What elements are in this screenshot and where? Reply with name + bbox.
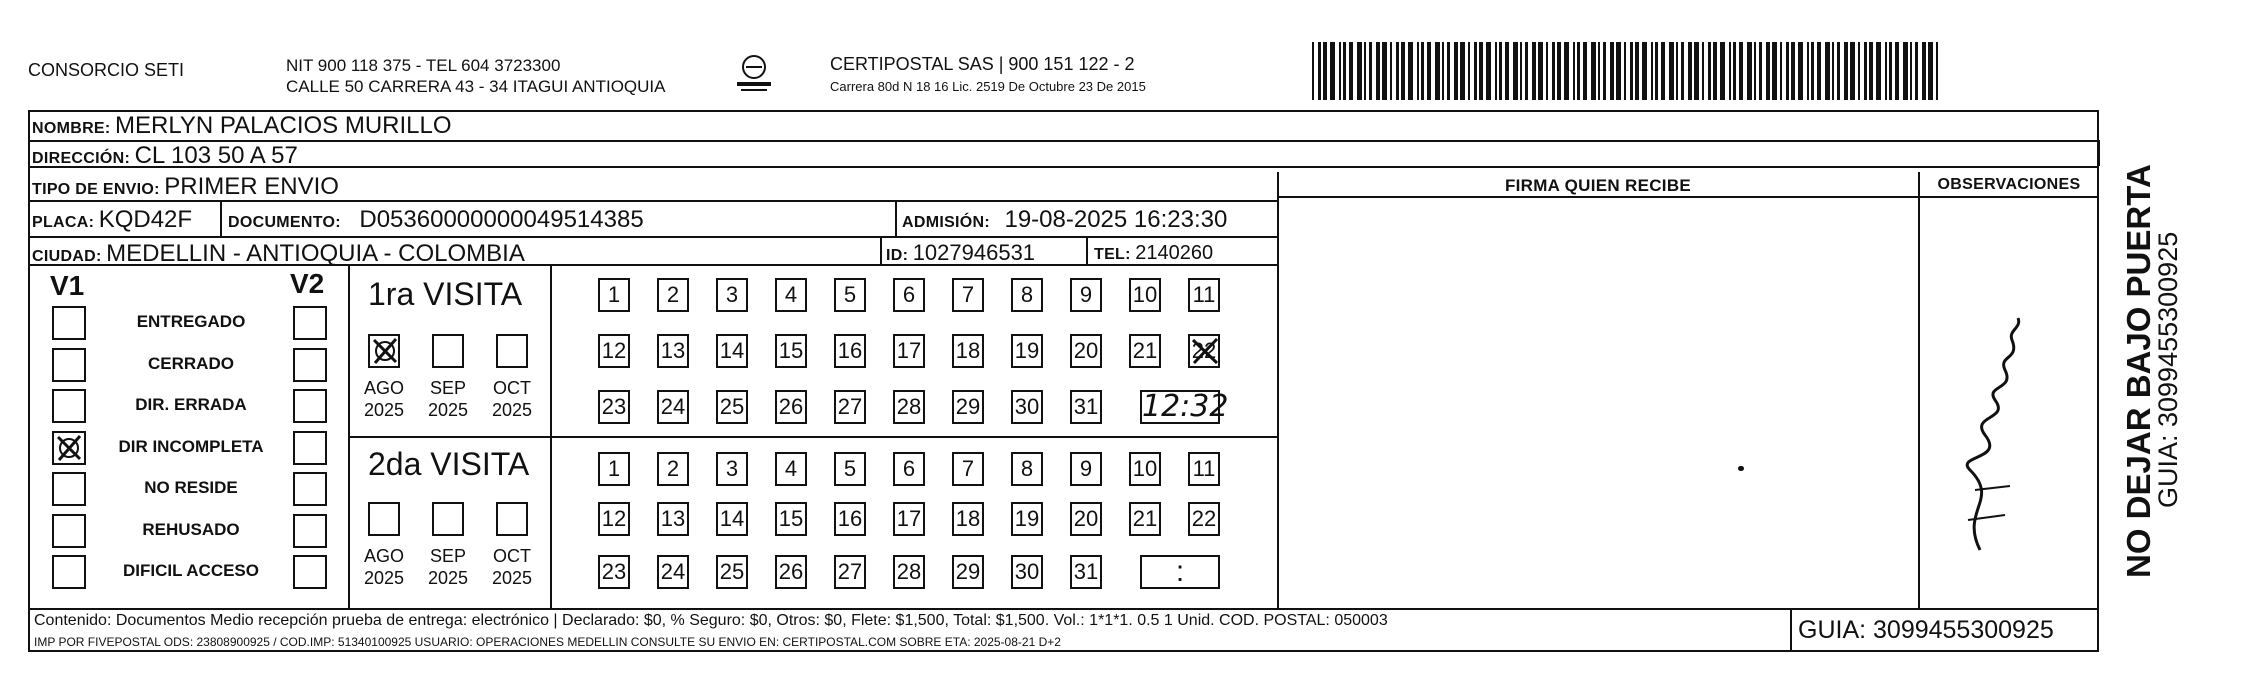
direccion-row <box>32 142 298 170</box>
barcode-bar <box>1791 42 1795 100</box>
certipostal-line1: CERTIPOSTAL SAS | 900 151 122 - 2 <box>830 54 1135 74</box>
day-box[interactable]: 20 <box>1070 502 1102 536</box>
barcode-bar <box>1624 42 1626 100</box>
admision-value: 19-08-2025 16:23:30 <box>1004 206 1228 233</box>
barcode-bar <box>1401 42 1405 100</box>
barcode-bar <box>1505 42 1509 100</box>
barcode-bar <box>1669 42 1674 100</box>
barcode-bar <box>1876 42 1881 100</box>
day-box[interactable]: 29 <box>952 555 984 589</box>
barcode-bar <box>1915 42 1918 100</box>
day-box[interactable]: 20 <box>1070 334 1102 368</box>
day-box[interactable]: 8 <box>1011 278 1043 312</box>
barcode-bar <box>1460 42 1465 100</box>
day-box[interactable]: 15 <box>775 334 807 368</box>
nit-line: NIT 900 118 375 - TEL 604 3723300 <box>286 56 561 75</box>
month-checkbox[interactable] <box>432 502 464 536</box>
admision-label: ADMISIÓN: <box>902 214 991 231</box>
barcode-bar <box>1349 42 1353 100</box>
day-box[interactable]: 17 <box>893 502 925 536</box>
day-box[interactable]: 3 <box>716 452 748 486</box>
v1-checkbox[interactable] <box>52 306 86 340</box>
barcode-bar <box>1694 42 1699 100</box>
barcode-bar <box>1642 42 1647 100</box>
barcode-bar <box>1817 42 1821 100</box>
direccion-value: CL 103 50 A 57 <box>134 142 298 169</box>
status-label: DIFICIL ACCESO <box>122 561 259 580</box>
address-line: CALLE 50 CARRERA 43 - 34 ITAGUI ANTIOQUIA <box>286 77 666 96</box>
barcode-bar <box>1936 42 1938 100</box>
v2-checkbox[interactable] <box>293 555 327 589</box>
day-box[interactable]: 28 <box>893 555 925 589</box>
status-label: NO RESIDE <box>144 478 238 497</box>
status-label: DIR. ERRADA <box>135 395 247 414</box>
barcode-bar <box>1688 42 1692 100</box>
month-label: OCT <box>493 378 531 398</box>
barcode-bar <box>1759 42 1762 100</box>
day-box[interactable]: 4 <box>775 452 807 486</box>
barcode-bar <box>1807 42 1809 100</box>
nombre-row <box>32 112 452 140</box>
day-box[interactable]: 14 <box>716 502 748 536</box>
barcode-bar <box>1655 42 1658 100</box>
v1-checkbox[interactable] <box>52 514 86 548</box>
guia-box: GUIA: 3099455300925 <box>1798 616 2054 644</box>
day-box[interactable]: 10 <box>1129 452 1161 486</box>
direccion-label: DIRECCIÓN: <box>32 150 131 167</box>
nombre-label: NOMBRE: <box>32 120 111 137</box>
day-box[interactable]: 24 <box>657 390 689 424</box>
day-box[interactable]: 21 <box>1129 502 1161 536</box>
barcode-bar <box>1766 42 1770 100</box>
v2-checkbox[interactable] <box>293 348 327 382</box>
day-box[interactable]: 28 <box>893 390 925 424</box>
certipostal-line2: Carrera 80d N 18 16 Lic. 2519 De Octubre 23 De 2015 <box>830 79 1146 94</box>
barcode-bar <box>1390 42 1392 100</box>
month-checkbox[interactable] <box>496 334 528 368</box>
admision-field <box>902 206 1227 234</box>
month-checkbox[interactable] <box>432 334 464 368</box>
guia-vertical: GUIA: 3099455300925 <box>2153 231 2183 508</box>
v2-checkbox[interactable] <box>293 431 327 465</box>
tipo-envio-row <box>32 173 339 201</box>
tipo-envio-value: PRIMER ENVIO <box>164 173 339 200</box>
month-checkbox[interactable] <box>496 502 528 536</box>
month-checkbox[interactable] <box>368 334 400 368</box>
barcode-bar <box>1312 42 1314 100</box>
barcode-bar <box>1651 42 1653 100</box>
barcode-bar <box>1513 42 1518 100</box>
day-box[interactable]: 25 <box>716 555 748 589</box>
day-box[interactable]: 22 <box>1188 502 1220 536</box>
day-box[interactable]: 30 <box>1011 555 1043 589</box>
barcode-bar <box>1408 42 1413 100</box>
year-label: 2025 <box>363 568 405 588</box>
contenido-line: Contenido: Documentos Medio recepción prueba de entrega: electrónico | Declarado: $0, % Seguro: $0, Otros: $0, Flete: $1,500, Total: $1,500. Vol.: 1*1*1. 0.5 1 Unid. COD. POSTAL: 050003 <box>34 612 1388 629</box>
tipo-envio-label: TIPO DE ENVIO: <box>32 181 160 198</box>
day-box[interactable]: 31 <box>1070 555 1102 589</box>
barcode-bar <box>1729 42 1731 100</box>
barcode-bar <box>1435 42 1440 100</box>
barcode-bar <box>1468 42 1470 100</box>
day-box[interactable]: 31 <box>1070 390 1102 424</box>
id-value: 1027946531 <box>912 240 1036 265</box>
day-box[interactable]: 26 <box>775 555 807 589</box>
day-box[interactable]: 18 <box>952 502 984 536</box>
barcode-bar <box>1532 42 1536 100</box>
day-box[interactable]: 8 <box>1011 452 1043 486</box>
barcode-bar <box>1616 42 1621 100</box>
time-box[interactable]: 12:32 <box>1142 389 1229 424</box>
documento-field <box>228 206 644 234</box>
barcode-bar <box>1720 42 1725 100</box>
barcode-bar <box>1661 42 1665 100</box>
barcode-bar <box>1442 42 1444 100</box>
day-box[interactable]: 1 <box>598 278 630 312</box>
documento-label: DOCUMENTO: <box>228 214 341 231</box>
day-box[interactable]: 13 <box>657 334 689 368</box>
day-box[interactable]: 19 <box>1011 334 1043 368</box>
v2-checkbox[interactable] <box>293 306 327 340</box>
barcode-bar <box>1343 42 1346 100</box>
month-label: SEP <box>429 378 467 398</box>
status-label: CERRADO <box>148 353 234 373</box>
barcode-bar <box>1557 42 1561 100</box>
imp-line: IMP POR FIVEPOSTAL ODS: 23808900925 / COD.IMP: 51340100925 USUARIO: OPERACIONES MEDELLIN CONSULTE SU ENVIO EN: CERTIPOSTAL.COM SOBRE ETA: 2025-08-21 D+2 <box>34 635 1061 649</box>
day-box[interactable]: 30 <box>1011 390 1043 424</box>
documento-value: D05360000000049514385 <box>359 206 644 233</box>
day-box[interactable]: 6 <box>893 452 925 486</box>
barcode-bar <box>1786 42 1789 100</box>
barcode-bar <box>1630 42 1633 100</box>
v1-checkbox[interactable] <box>52 472 86 506</box>
barcode-bar <box>1754 42 1756 100</box>
day-box[interactable]: 16 <box>834 334 866 368</box>
day-box[interactable]: 11 <box>1188 278 1220 312</box>
barcode-bar <box>1538 42 1543 100</box>
day-box[interactable]: 23 <box>598 390 630 424</box>
barcode-bar <box>1922 42 1926 100</box>
barcode-bar <box>1376 42 1380 100</box>
signature <box>1950 310 2030 560</box>
month-label: AGO <box>363 546 404 566</box>
barcode-bar <box>1733 42 1736 100</box>
nombre-value: MERLYN PALACIOS MURILLO <box>115 112 452 139</box>
day-box[interactable]: 7 <box>952 452 984 486</box>
barcode-bar <box>1417 42 1419 100</box>
barcode-bar <box>1382 42 1387 100</box>
month-checkbox[interactable] <box>368 502 400 536</box>
time-box[interactable]: : <box>1140 555 1220 589</box>
barcode-bar <box>1858 42 1860 100</box>
barcode-bar <box>1318 42 1321 100</box>
day-box[interactable]: 2 <box>657 452 689 486</box>
barcode-bar <box>1454 42 1458 100</box>
day-box[interactable]: 23 <box>598 555 630 589</box>
barcode-bar <box>1357 42 1362 100</box>
v1-label: V1 <box>50 270 85 301</box>
day-box[interactable]: 18 <box>952 334 984 368</box>
v2-label: V2 <box>290 268 325 299</box>
day-box[interactable]: 29 <box>952 390 984 424</box>
barcode-bar <box>1323 42 1327 100</box>
day-box[interactable]: 5 <box>834 278 866 312</box>
barcode-bar <box>1832 42 1834 100</box>
day-box[interactable]: 9 <box>1070 278 1102 312</box>
day-box[interactable]: 11 <box>1188 452 1220 486</box>
barcode <box>1312 42 1942 100</box>
day-box[interactable]: 16 <box>834 502 866 536</box>
barcode-bar <box>1702 42 1704 100</box>
tel-value: 2140260 <box>1135 242 1214 264</box>
barcode-bar <box>1330 42 1335 100</box>
v2-checkbox[interactable] <box>293 514 327 548</box>
status-label: ENTREGADO <box>136 312 246 331</box>
status-label: DIR INCOMPLETA <box>118 436 264 456</box>
barcode-bar <box>1577 42 1580 100</box>
ink-dot <box>1738 466 1744 471</box>
barcode-bar <box>1520 42 1522 100</box>
barcode-bar <box>1427 42 1431 100</box>
barcode-bar <box>1635 42 1639 100</box>
visit2-title: 2da VISITA <box>368 446 530 482</box>
barcode-bar <box>1495 42 1497 100</box>
day-box[interactable]: 6 <box>893 278 925 312</box>
status-label: REHUSADO <box>142 519 240 539</box>
ciudad-value: MEDELLIN - ANTIOQUIA - COLOMBIA <box>106 240 525 267</box>
barcode-bar <box>1798 42 1803 100</box>
placa-field <box>32 206 192 234</box>
v2-checkbox[interactable] <box>293 472 327 506</box>
barcode-bar <box>1546 42 1548 100</box>
barcode-bar <box>1910 42 1912 100</box>
v1-checkbox[interactable] <box>52 431 86 465</box>
day-box[interactable]: 21 <box>1129 334 1161 368</box>
placa-label: PLACA: <box>32 214 95 231</box>
barcode-bar <box>1421 42 1424 100</box>
barcode-bar <box>1676 42 1678 100</box>
barcode-bar <box>1864 42 1867 100</box>
placa-value: KQD42F <box>98 206 193 233</box>
barcode-bar <box>1598 42 1600 100</box>
barcode-bar <box>1610 42 1614 100</box>
barcode-bar <box>1525 42 1528 100</box>
company-name: CONSORCIO SETI <box>28 60 185 80</box>
id-field <box>886 240 1035 266</box>
day-box[interactable]: 14 <box>716 334 748 368</box>
day-box[interactable]: 9 <box>1070 452 1102 486</box>
day-box[interactable]: 22 <box>1188 334 1220 368</box>
no-dejar-bajo-puerta: NO DEJAR BAJO PUERTA <box>2120 164 2157 578</box>
day-box[interactable]: 7 <box>952 278 984 312</box>
tel-field <box>1094 242 1213 265</box>
day-box[interactable]: 5 <box>834 452 866 486</box>
day-box[interactable]: 26 <box>775 390 807 424</box>
year-label: 2025 <box>491 568 533 588</box>
postal-logo-icon <box>733 52 775 96</box>
month-label: AGO <box>363 378 404 398</box>
id-label: ID: <box>886 247 909 264</box>
barcode-bar <box>1850 42 1855 100</box>
barcode-bar <box>1747 42 1752 100</box>
barcode-bar <box>1869 42 1873 100</box>
barcode-bar <box>1837 42 1840 100</box>
barcode-bar <box>1889 42 1892 100</box>
v1-checkbox[interactable] <box>52 389 86 423</box>
day-box[interactable]: 19 <box>1011 502 1043 536</box>
v1-checkbox[interactable] <box>52 348 86 382</box>
day-box[interactable]: 17 <box>893 334 925 368</box>
year-label: 2025 <box>427 568 469 588</box>
firma-label: FIRMA QUIEN RECIBE <box>1504 176 1692 195</box>
day-box[interactable]: 27 <box>834 555 866 589</box>
barcode-bar <box>1486 42 1491 100</box>
v2-checkbox[interactable] <box>293 389 327 423</box>
year-label: 2025 <box>491 400 533 420</box>
barcode-bar <box>1772 42 1777 100</box>
barcode-bar <box>1591 42 1596 100</box>
barcode-bar <box>1339 42 1341 100</box>
barcode-bar <box>1780 42 1782 100</box>
barcode-bar <box>1583 42 1587 100</box>
day-box[interactable]: 10 <box>1129 278 1161 312</box>
day-box[interactable]: 25 <box>716 390 748 424</box>
barcode-bar <box>1713 42 1717 100</box>
visit1-title: 1ra VISITA <box>368 276 523 312</box>
barcode-bar <box>1479 42 1483 100</box>
barcode-bar <box>1447 42 1450 100</box>
barcode-bar <box>1825 42 1830 100</box>
ciudad-label: CIUDAD: <box>32 248 102 265</box>
barcode-bar <box>1396 42 1399 100</box>
month-label: SEP <box>429 546 467 566</box>
year-label: 2025 <box>363 400 405 420</box>
barcode-bar <box>1603 42 1606 100</box>
barcode-bar <box>1844 42 1848 100</box>
month-label: OCT <box>493 546 531 566</box>
day-box[interactable]: 2 <box>657 278 689 312</box>
barcode-bar <box>1739 42 1743 100</box>
v1-checkbox[interactable] <box>52 555 86 589</box>
year-label: 2025 <box>427 400 469 420</box>
day-box[interactable]: 24 <box>657 555 689 589</box>
barcode-bar <box>1928 42 1933 100</box>
day-box[interactable]: 13 <box>657 502 689 536</box>
barcode-bar <box>1474 42 1477 100</box>
barcode-bar <box>1499 42 1502 100</box>
barcode-bar <box>1811 42 1814 100</box>
day-box[interactable]: 1 <box>598 452 630 486</box>
barcode-bar <box>1903 42 1908 100</box>
tel-label: TEL: <box>1094 246 1131 263</box>
day-box[interactable]: 3 <box>716 278 748 312</box>
ciudad-field <box>32 240 525 268</box>
barcode-bar <box>1552 42 1555 100</box>
day-box[interactable]: 15 <box>775 502 807 536</box>
barcode-bar <box>1364 42 1366 100</box>
day-box[interactable]: 4 <box>775 278 807 312</box>
day-box[interactable]: 12 <box>598 334 630 368</box>
day-box[interactable]: 27 <box>834 390 866 424</box>
barcode-bar <box>1708 42 1711 100</box>
barcode-bar <box>1564 42 1569 100</box>
barcode-bar <box>1573 42 1575 100</box>
barcode-bar <box>1681 42 1684 100</box>
barcode-bar <box>1895 42 1899 100</box>
barcode-bar <box>1369 42 1372 100</box>
day-box[interactable]: 12 <box>598 502 630 536</box>
observaciones-label: OBSERVACIONES <box>1937 176 2081 193</box>
barcode-bar <box>1885 42 1887 100</box>
